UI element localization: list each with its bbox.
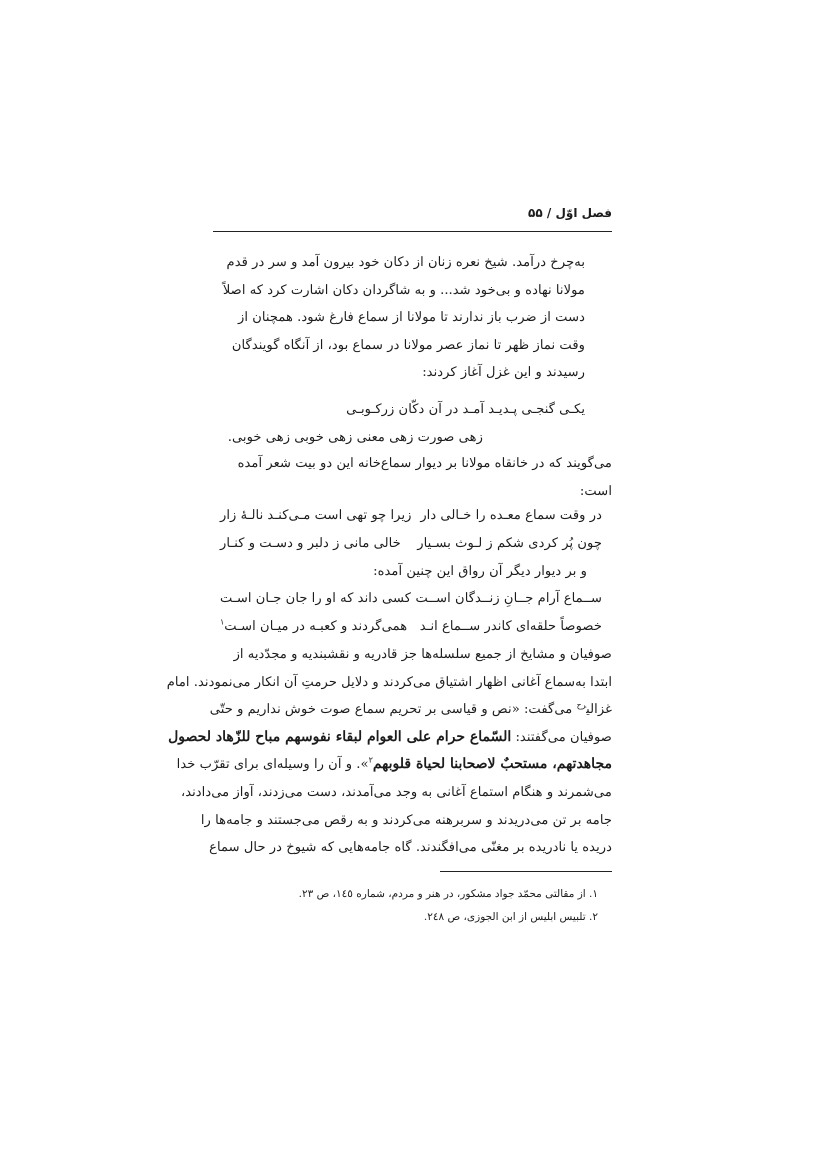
body-line (209, 696, 612, 724)
arabic-quote: السّماع حرام علی العوام لبقاء نفوسهم مباح للزّهاد لحصول (168, 728, 512, 745)
couplet-first-hemistich: خصوصاً حلقه‌ای کاندر ســماع انـد (419, 619, 602, 634)
body-text: صوفیان می‌گفتند: (511, 729, 612, 745)
quote-line: وقت نماز ظهر تا نماز عصر مولانا در سماع بود، از آنگاه گویندگان (231, 337, 585, 353)
indented-quote (213, 249, 585, 387)
footnote-rule (440, 871, 612, 872)
body-line: صوفیان و مشایخ از جمیع سلسله‌ها جز قادریه و نقشبندیه و مجدّدیه از (233, 647, 612, 662)
footnotes (213, 883, 612, 929)
body-line (176, 751, 612, 779)
couplet-first-hemistich: چون پُر کردی شکم ز لـوث بسـیار (417, 536, 602, 551)
hemistich-text: همی‌گردند و کعبـه در میـان اسـت (224, 619, 408, 634)
footnote-ref: ۲ (368, 755, 373, 765)
body-line: ابتدا به‌سماع آغانی اظهار اشتیاق می‌کردند و دلایل حرمتِ آن انکار می‌نمودند. امام (166, 674, 612, 690)
header-rule (213, 231, 612, 232)
body-line: می‌گویند که در خانقاه مولانا بر دیوار سماع‌خانه این دو بیت شعر آمده (237, 456, 612, 471)
quote-line: به‌چرخ درآمد. شیخ نعره زنان از دکان خود بیرون آمد و سر در قدم (226, 255, 585, 270)
couplet (220, 585, 602, 613)
couplet-first-hemistich: در وقت سماع معـده را خـالی دار (420, 508, 602, 523)
author-name: غزالی (586, 702, 612, 718)
body-line: است: (579, 483, 612, 499)
footnote: ۲. تلبیس ابلیس از ابن الجوزی، ص ۲٤۸. (423, 911, 598, 923)
body-line: می‌شمرند و هنگام استماع آغانی به وجد می‌آمدند، دست می‌زدند، آواز می‌دادند، (180, 784, 612, 800)
body-paragraph-1 (213, 450, 612, 505)
footnote-ref: ۱ (220, 617, 225, 627)
body-paragraph-2 (166, 641, 612, 862)
couplet-second-hemistich: کسی داند که او را جان جـان اسـت (220, 591, 412, 606)
quote-line: دست از ضرب باز ندارند تا مولانا از سماع فارغ شود. همچنان از (237, 310, 585, 326)
couplet-second-hemistich: خالی مانی ز دلبر و دسـت و کنـار (220, 536, 401, 551)
couplet (220, 502, 602, 530)
couplet (220, 530, 602, 558)
body-text: ». و آن را وسیله‌ای برای تقرّب خدا (176, 757, 369, 773)
couplet-second-hemistich (220, 613, 407, 641)
quote-line: رسیدند و این غزل آغاز کردند: (422, 365, 585, 381)
honorific: رح (576, 700, 587, 710)
couplet-intro: و بر دیوار دیگر آن رواق این چنین آمده: (373, 564, 587, 579)
ghazal-hemistich-1: یکـی گنجـی پـدیـد آمـد در آن دکّان زرکـوبـی (346, 402, 585, 417)
ghazal-hemistich-2: زهی صورت زهی معنی زهی خوبی زهی خوبی. (227, 430, 483, 445)
body-line: دریده یا نادریده بر مغنّی می‌افگندند. گاه جامه‌هایی که شیوخ در حال سماع (209, 840, 612, 856)
running-head: فصل اوّل / ۵۵ (528, 206, 612, 220)
quote-line: مولانا نهاده و بی‌خود شد... و به شاگردان دکان اشارت کرد که اصلاً (222, 282, 585, 298)
footnote: ۱. از مقالتی محمّد جواد مشکور، در هنر و مردم، شماره ۱٤٥، ص ۲۳. (298, 888, 598, 900)
body-text: می‌گفت: «نص و قیاسی بر تحریم سماع صوت خوش نداریم و حتّی (209, 702, 577, 718)
body-line: جامه بر تن می‌دریدند و سربرهنه می‌کردند و به رقص می‌جستند و جامه‌ها را (200, 812, 612, 828)
couplet-first-hemistich: ســماع آرام جــانِ زنــدگان اســت (415, 591, 602, 606)
body-line (168, 724, 612, 752)
couplet (220, 613, 602, 641)
couplet-second-hemistich: زیرا چو تهی است مـی‌کنـد نالـهٔ زار (220, 508, 412, 523)
arabic-quote: مجاهدتهم، مستحبٌ لاصحابنا لحیاة قلوبهم (372, 756, 612, 773)
